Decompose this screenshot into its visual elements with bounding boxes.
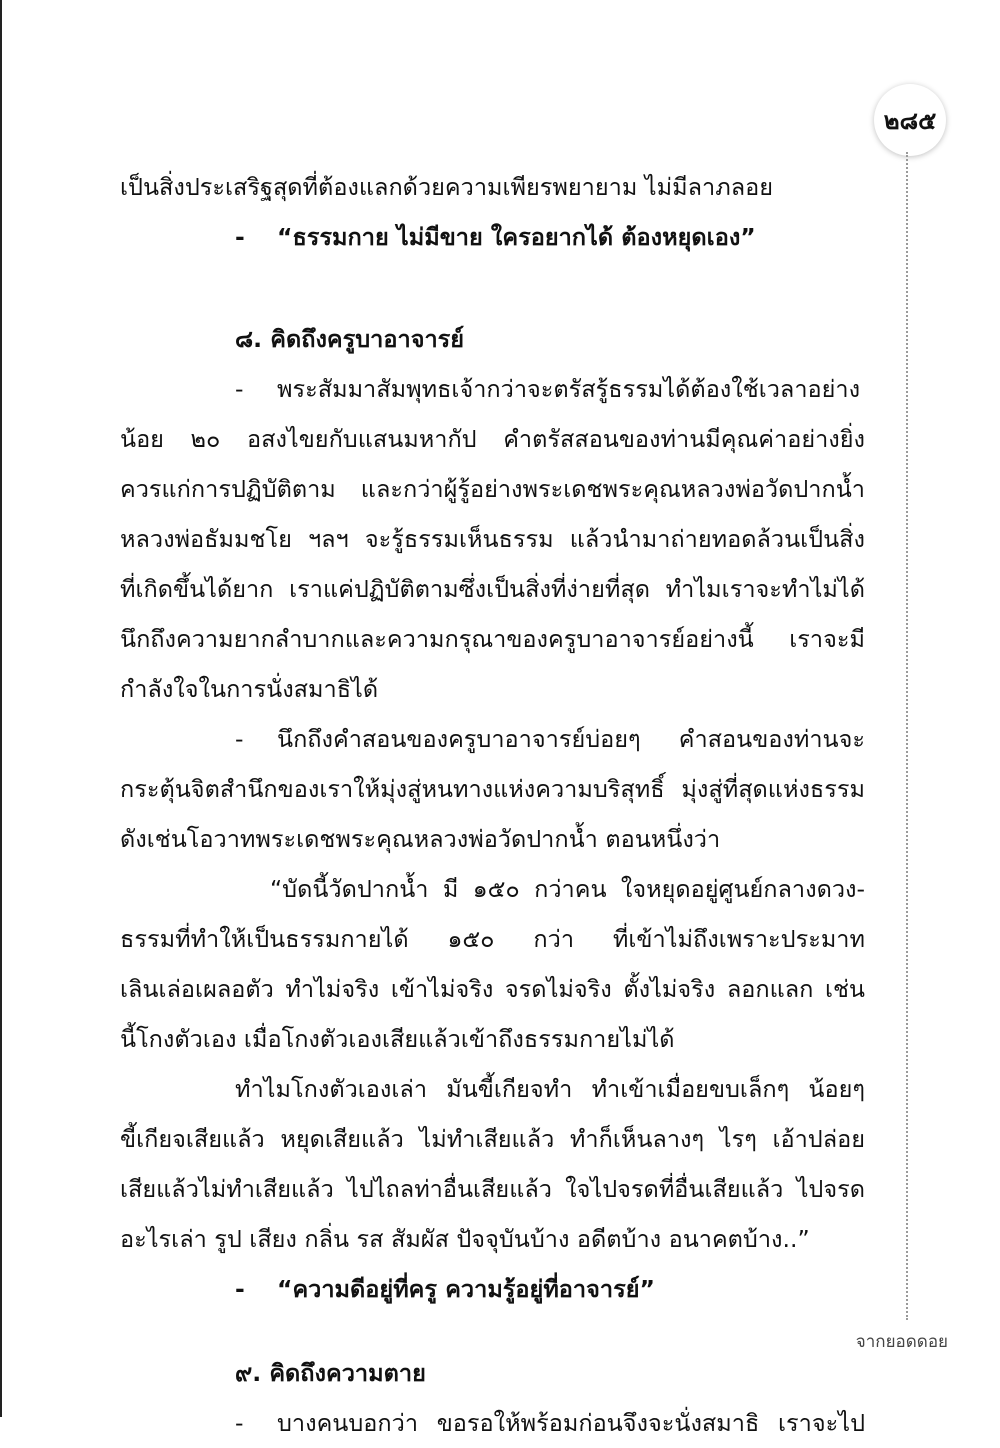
quote-line: ธรรมที่ทำให้เป็นธรรมกายได้ ๑๕๐ กว่า ที่เข้าไม่ถึงเพราะประมาท [120, 925, 865, 953]
paragraph-line: ที่เกิดขึ้นได้ยาก เราแค่ปฏิบัติตามซึ่งเป็นสิ่งที่ง่ายที่สุด ทำไมเราจะทำไม่ได้ [120, 575, 865, 603]
spacer [120, 262, 865, 314]
quote-line: อะไรเล่า รูป เสียง กลิ่น รส สัมผัส ปัจจุบันบ้าง อดีตบ้าง อนาคตบ้าง..” [120, 1225, 810, 1253]
footer-label: จากยอดดอย [855, 1332, 948, 1352]
quote-line: ขี้เกียจเสียแล้ว หยุดเสียแล้ว ไม่ทำเสียแล้ว ทำก็เห็นลางๆ ไรๆ เอ้าปล่อย [120, 1125, 865, 1153]
paragraph-line: ควรแก่การปฏิบัติตาม และกว่าผู้รู้อย่างพระเดชพระคุณหลวงพ่อวัดปากน้ำ [120, 475, 865, 503]
quote-line: “บัดนี้วัดปากน้ำ มี ๑๕๐ กว่าคน ใจหยุดอยู่ศูนย์กลางดวง- [270, 875, 865, 903]
page-number-badge [874, 84, 946, 156]
margin-dotted-rule [906, 152, 908, 1320]
section-9-heading: ๙. คิดถึงความตาย [235, 1359, 426, 1387]
paragraph-line: ดังเช่นโอวาทพระเดชพระคุณหลวงพ่อวัดปากน้ำ ตอนหนึ่งว่า [120, 825, 721, 853]
paragraph-line: กระตุ้นจิตสำนึกของเราให้มุ่งสู่หนทางแห่งความบริสุทธิ์ มุ่งสู่ที่สุดแห่งธรรม [120, 775, 865, 803]
paragraph-line: น้อย ๒๐ อสงไขยกับแสนมหากัป คำตรัสสอนของท่านมีคุณค่าอย่างยิ่ง [120, 425, 865, 453]
paragraph-line: นึกถึงความยากลำบากและความกรุณาของครูบาอาจารย์อย่างนี้ เราจะมี [120, 625, 865, 653]
section-8-heading: ๘. คิดถึงครูบาอาจารย์ [235, 325, 465, 353]
section-8-bullet: - “ความดีอยู่ที่ครู ความรู้อยู่ที่อาจารย์” [235, 1275, 655, 1303]
intro-bullet: - “ธรรมกาย ไม่มีขาย ใครอยากได้ ต้องหยุดเอง” [235, 223, 756, 251]
intro-line: เป็นสิ่งประเสริฐสุดที่ต้องแลกด้วยความเพียรพยายาม ไม่มีลาภลอย [120, 173, 773, 201]
quote-line: ทำไมโกงตัวเองเล่า มันขี้เกียจทำ ทำเข้าเมื่อยขบเล็กๆ น้อยๆ [235, 1075, 865, 1103]
paragraph-line: กำลังใจในการนั่งสมาธิได้ [120, 675, 379, 703]
paragraph-line: หลวงพ่อธัมมชโย ฯลฯ จะรู้ธรรมเห็นธรรม แล้วนำมาถ่ายทอดล้วนเป็นสิ่ง [120, 525, 865, 553]
page-left-border [0, 0, 2, 1417]
paragraph-line: - นึกถึงคำสอนของครูบาอาจารย์บ่อยๆ คำสอนของท่านจะ [235, 725, 865, 753]
page-number: ๒๘๕ [883, 106, 937, 135]
paragraph-line: - บางคนบอกว่า ขอรอให้พร้อมก่อนจึงจะนั่งสมาธิ เราจะไป [235, 1409, 865, 1437]
quote-line: นี้โกงตัวเอง เมื่อโกงตัวเองเสียแล้วเข้าถึงธรรมกายไม่ได้ [120, 1025, 675, 1053]
spacer [120, 1314, 865, 1348]
quote-line: เลินเล่อเผลอตัว ทำไม่จริง เข้าไม่จริง จรดไม่จริง ตั้งไม่จริง ลอกแลก เช่น [120, 975, 865, 1003]
body-text [120, 162, 865, 1448]
paragraph-line: - พระสัมมาสัมพุทธเจ้ากว่าจะตรัสรู้ธรรมได้ต้องใช้เวลาอย่าง [235, 375, 861, 403]
quote-line: เสียแล้วไม่ทำเสียแล้ว ไปไถลท่าอื่นเสียแล้ว ใจไปจรดที่อื่นเสียแล้ว ไปจรด [120, 1175, 865, 1203]
